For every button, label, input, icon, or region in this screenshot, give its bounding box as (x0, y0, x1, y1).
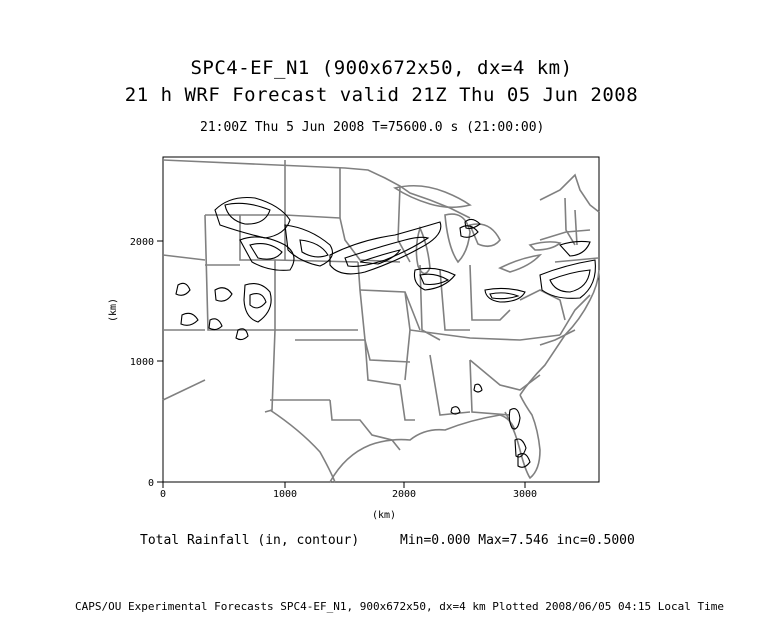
x-axis-label: (km) (372, 510, 397, 521)
field-stats: Min=0.000 Max=7.546 inc=0.5000 (400, 533, 635, 548)
y-tick-label: 2000 (129, 237, 154, 248)
state-boundaries (163, 160, 599, 482)
y-tick-label: 1000 (129, 357, 154, 368)
x-tick-labels (160, 489, 537, 500)
y-tick-label: 0 (147, 478, 154, 489)
x-tick-label: 1000 (272, 489, 298, 500)
rainfall-contours (176, 198, 595, 468)
plot-title-line2: 21 h WRF Forecast valid 21Z Thu 05 Jun 2008 (124, 84, 639, 106)
y-tick-labels (130, 237, 154, 489)
x-tick-label: 3000 (512, 489, 538, 500)
footer-credit: CAPS/OU Experimental Forecasts SPC4-EF_N1, 900x672x50, dx=4 km Plotted 2008/06/05 04:15 Local Time (75, 600, 725, 613)
plot-title-line1: SPC4-EF_N1 (900x672x50, dx=4 km) (190, 57, 573, 79)
plot-valid-time: 21:00Z Thu 5 Jun 2008 T=75600.0 s (21:00:00) (200, 120, 545, 135)
field-label: Total Rainfall (in, contour) (140, 533, 360, 548)
map-frame (163, 157, 599, 482)
y-axis-label: (km) (108, 297, 119, 322)
x-tick-label: 2000 (391, 489, 417, 500)
x-tick-label: 0 (159, 489, 167, 500)
